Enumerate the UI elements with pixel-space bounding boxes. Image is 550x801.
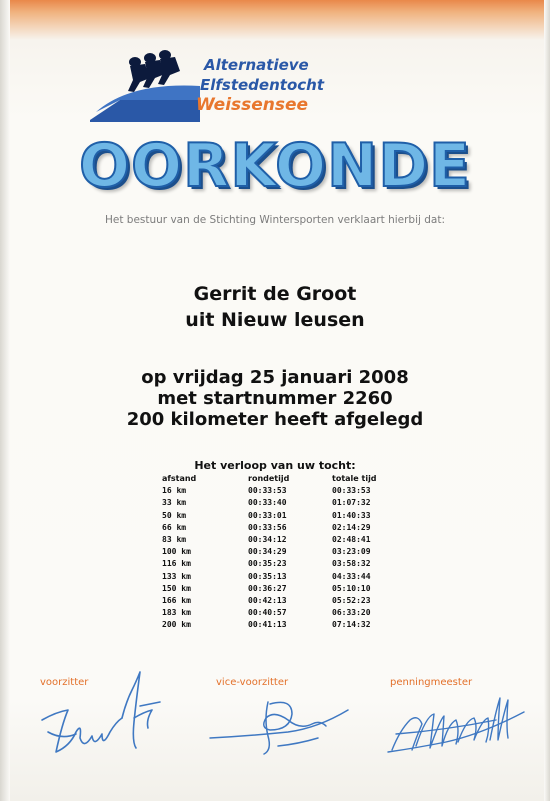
chair-label: voorzitter — [40, 677, 89, 688]
distance-cell: 16 km — [162, 486, 187, 496]
lap-time-cell: 00:41:13 — [248, 620, 287, 630]
table-row — [160, 535, 390, 547]
distance-cell: 166 km — [162, 595, 191, 605]
distance-cell: 50 km — [162, 510, 187, 520]
lap-time-cell: 00:34:12 — [248, 534, 287, 544]
split-times-table — [160, 474, 390, 632]
table-row — [160, 608, 390, 620]
table-row — [160, 572, 390, 584]
column-header-distance: afstand — [162, 474, 197, 483]
total-time-cell: 05:52:23 — [332, 595, 371, 605]
lap-time-cell: 00:33:40 — [248, 498, 287, 508]
table-row — [160, 547, 390, 559]
total-time-cell: 02:48:41 — [332, 534, 371, 544]
lap-time-cell: 00:36:27 — [248, 583, 287, 593]
total-time-cell: 00:33:53 — [332, 486, 371, 496]
logo-line-alternatieve: Alternatieve — [204, 56, 309, 74]
table-row — [160, 511, 390, 523]
table-row — [160, 620, 390, 632]
distance-cell: 133 km — [162, 571, 191, 581]
date-line: op vrijdag 25 januari 2008 — [141, 367, 409, 388]
recipient-place: uit Nieuw leusen — [185, 309, 365, 331]
table-header-row — [160, 474, 390, 486]
certificate-title: OORKONDE — [78, 131, 472, 201]
treasurer-label: penningmeester — [390, 677, 473, 688]
distance-cell: 183 km — [162, 608, 191, 618]
table-row — [160, 584, 390, 596]
distance-cell: 66 km — [162, 522, 187, 532]
distance-cell: 83 km — [162, 534, 187, 544]
lap-time-cell: 00:40:57 — [248, 608, 287, 618]
lap-time-cell: 00:33:01 — [248, 510, 287, 520]
total-time-cell: 01:40:33 — [332, 510, 371, 520]
distance-cell: 33 km — [162, 498, 187, 508]
table-row — [160, 486, 390, 498]
logo-line-weissensee: Weissensee — [196, 95, 309, 115]
total-time-cell: 05:10:10 — [332, 583, 371, 593]
table-row — [160, 498, 390, 510]
total-time-cell: 03:58:32 — [332, 559, 371, 569]
total-time-cell: 06:33:20 — [332, 608, 371, 618]
column-header-lap-time: rondetijd — [248, 474, 290, 483]
table-row — [160, 596, 390, 608]
distance-cell: 150 km — [162, 583, 191, 593]
total-time-cell: 07:14:32 — [332, 620, 371, 630]
distance-cell: 200 km — [162, 620, 191, 630]
lap-time-cell: 00:35:23 — [248, 559, 287, 569]
skaters-logo-icon — [90, 42, 200, 122]
vice-chair-signature — [208, 690, 358, 760]
recipient-name: Gerrit de Groot — [193, 283, 357, 305]
table-row — [160, 523, 390, 535]
lap-time-cell: 00:34:29 — [248, 547, 287, 557]
column-header-total-time: totale tijd — [332, 474, 377, 483]
distance-line: 200 kilometer heeft afgelegd — [126, 409, 424, 430]
treasurer-signature — [386, 690, 526, 770]
logo-line-elfstedentocht: Elfstedentocht — [200, 76, 324, 94]
table-row — [160, 559, 390, 571]
total-time-cell: 02:14:29 — [332, 522, 371, 532]
distance-cell: 100 km — [162, 547, 191, 557]
lap-time-cell: 00:33:56 — [248, 522, 287, 532]
vice-chair-label: vice-voorzitter — [216, 677, 289, 688]
total-time-cell: 03:23:09 — [332, 547, 371, 557]
lap-time-cell: 00:35:13 — [248, 571, 287, 581]
course-heading: Het verloop van uw tocht: — [194, 459, 356, 472]
start-number-line: met startnummer 2260 — [157, 388, 393, 409]
event-logo — [90, 42, 360, 122]
total-time-cell: 01:07:32 — [332, 498, 371, 508]
intro-text: Het bestuur van de Stichting Wintersporten verklaart hierbij dat: — [104, 214, 446, 226]
lap-time-cell: 00:42:13 — [248, 595, 287, 605]
lap-time-cell: 00:33:53 — [248, 486, 287, 496]
chair-signature — [36, 662, 166, 772]
total-time-cell: 04:33:44 — [332, 571, 371, 581]
distance-cell: 116 km — [162, 559, 191, 569]
